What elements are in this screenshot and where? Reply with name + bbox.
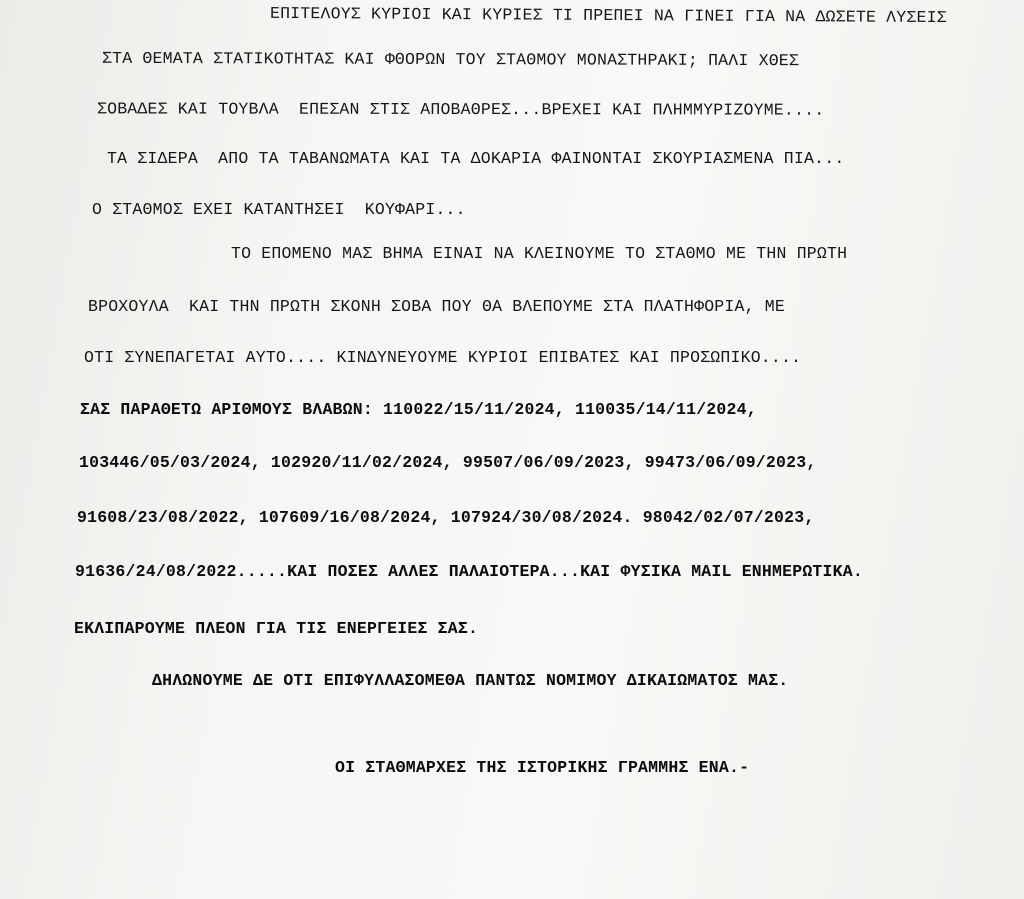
letter-line-damage-numbers-1: ΣΑΣ ΠΑΡΑΘΕΤΩ ΑΡΙΘΜΟΥΣ ΒΛΑΒΩΝ: 110022/15/11/2024, 110035/14/11/2024, [80,400,757,419]
letter-line-danger: ΟΤΙ ΣΥΝΕΠΑΓΕΤΑΙ ΑΥΤΟ.... ΚΙΝΔΥΝΕΥΟΥΜΕ ΚΥΡΙΟΙ ΕΠΙΒΑΤΕΣ ΚΑΙ ΠΡΟΣΩΠΙΚΟ.... [84,348,802,367]
letter-line-station-carcass: Ο ΣΤΑΘΜΟΣ ΕΧΕΙ ΚΑΤΑΝΤΗΣΕΙ ΚΟΥΦΑΡΙ... [92,200,466,219]
letter-line-plaster-falling: ΣΟΒΑΔΕΣ ΚΑΙ ΤΟΥΒΛΑ ΕΠΕΣΑΝ ΣΤΙΣ ΑΠΟΒΑΘΡΕΣ...ΒΡΕΧΕΙ ΚΑΙ ΠΛΗΜΜΥΡΙΖΟΥΜΕ.... [96,99,825,120]
letter-line-legal-reservation: ΔΗΛΩΝΟΥΜΕ ΔΕ ΟΤΙ ΕΠΙΦΥΛΛΑΣΟΜΕΘΑ ΠΑΝΤΩΣ ΝΟΜΙΜΟΥ ΔΙΚΑΙΩΜΑΤΟΣ ΜΑΣ. [152,671,789,690]
letter-line-drizzle-dust: ΒΡΟΧΟΥΛΑ ΚΑΙ ΤΗΝ ΠΡΩΤΗ ΣΚΟΝΗ ΣΟΒΑ ΠΟΥ ΘΑ ΒΛΕΠΟΥΜΕ ΣΤΑ ΠΛΑΤΗΦΟΡΙΑ, ΜΕ [88,297,786,316]
letter-line-station-issues: ΣΤΑ ΘΕΜΑΤΑ ΣΤΑΤΙΚΟΤΗΤΑΣ ΚΑΙ ΦΘΟΡΩΝ ΤΟΥ ΣΤΑΘΜΟΥ ΜΟΝΑΣΤΗΡΑΚΙ; ΠΑΛΙ ΧΘΕΣ [101,48,800,71]
letter-line-rusted-irons: ΤΑ ΣΙΔΕΡΑ ΑΠΟ ΤΑ ΤΑΒΑΝΩΜΑΤΑ ΚΑΙ ΤΑ ΔΟΚΑΡΙΑ ΦΑΙΝΟΝΤΑΙ ΣΚΟΥΡΙΑΣΜΕΝΑ ΠΙΑ... [107,149,845,168]
letter-line-damage-numbers-4: 91636/24/08/2022.....ΚΑΙ ΠΟΣΕΣ ΑΛΛΕΣ ΠΑΛΑΙΟΤΕΡΑ...ΚΑΙ ΦΥΣΙΚΑ MAIL ΕΝΗΜΕΡΩΤΙΚΑ. [75,562,863,581]
letter-line-damage-numbers-3: 91608/23/08/2022, 107609/16/08/2024, 107924/30/08/2024. 98042/02/07/2023, [77,508,815,527]
letter-line-plea: ΕΚΛΙΠΑΡΟΥΜΕ ΠΛΕΟΝ ΓΙΑ ΤΙΣ ΕΝΕΡΓΕΙΕΣ ΣΑΣ. [74,619,479,638]
letter-line-next-step: ΤΟ ΕΠΟΜΕΝΟ ΜΑΣ ΒΗΜΑ ΕΙΝΑΙ ΝΑ ΚΛΕΙΝΟΥΜΕ ΤΟ ΣΤΑΘΜΟ ΜΕ ΤΗΝ ΠΡΩΤΗ [231,244,848,263]
letter-signature-line: ΟΙ ΣΤΑΘΜΑΡΧΕΣ ΤΗΣ ΙΣΤΟΡΙΚΗΣ ΓΡΑΜΜΗΣ ΕΝΑ.- [335,758,750,777]
letter-line-opening: ΕΠΙΤΕΛΟΥΣ ΚΥΡΙΟΙ ΚΑΙ ΚΥΡΙΕΣ ΤΙ ΠΡΕΠΕΙ ΝΑ ΓΙΝΕΙ ΓΙΑ ΝΑ ΔΩΣΕΤΕ ΛΥΣΕΙΣ [269,3,947,28]
letter-line-damage-numbers-2: 103446/05/03/2024, 102920/11/02/2024, 99507/06/09/2023, 99473/06/09/2023, [79,453,817,472]
